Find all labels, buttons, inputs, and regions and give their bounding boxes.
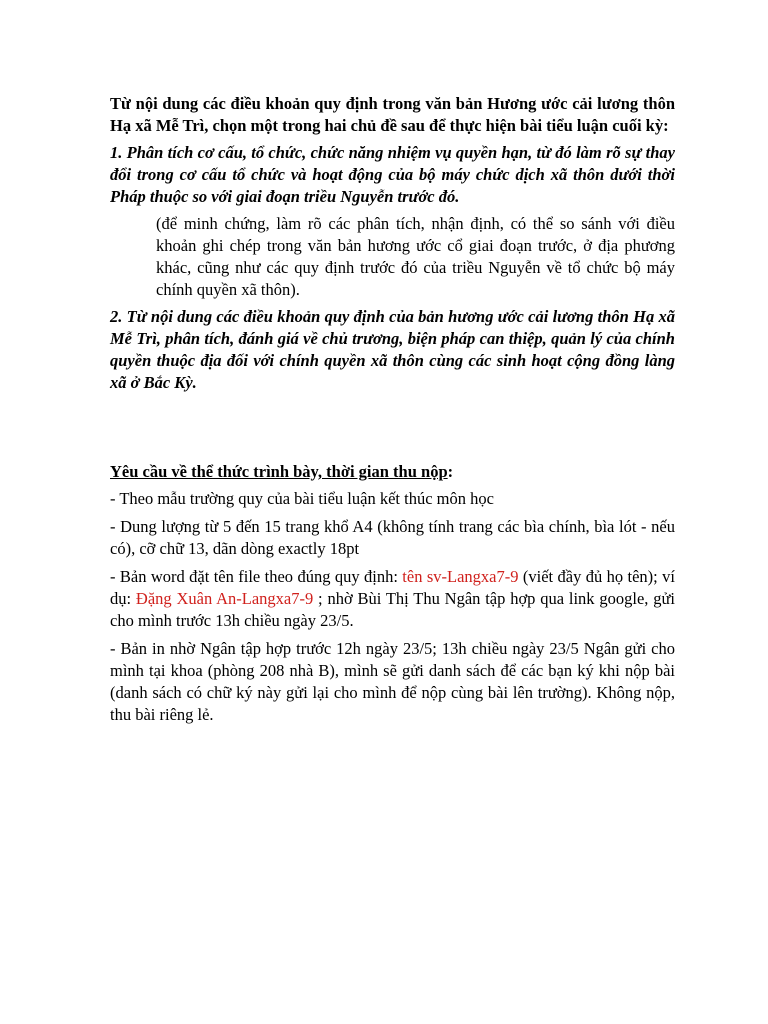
- requirement-item-print: - Bản in nhờ Ngân tập hợp trước 12h ngày 23/5; 13h chiều ngày 23/5 Ngân gửi cho mình tại khoa (phòng 208 nhà B), mình sẽ gửi danh sách để các bạn ký khi nộp bài (danh sách có chữ ký này gửi lại cho mình để nộp cùng bài lên trường). Không nộp, thu bài riêng lẻ.: [110, 639, 675, 724]
- filename-example: Đặng Xuân An-Langxa7-9: [135, 589, 314, 608]
- requirement-item-filename: [110, 566, 675, 632]
- requirements-heading: [110, 461, 675, 483]
- requirements-heading-colon: :: [447, 462, 454, 481]
- requirement-item-length: - Dung lượng từ 5 đến 15 trang khổ A4 (không tính trang các bìa chính, bìa lót - nếu có), cỡ chữ 13, dãn dòng exactly 18pt: [110, 517, 675, 558]
- filename-text-1: - Bản word đặt tên file theo đúng quy định:: [110, 567, 403, 586]
- topic-2: 2. Từ nội dung các điều khoản quy định của bản hương ước cải lương thôn Hạ xã Mễ Trì, phân tích, đánh giá về chủ trương, biện pháp can thiệp, quản lý của chính quyền thuộc địa đối với chính quyền xã thôn cùng các sinh hoạt cộng đồng làng xã ở Bắc Kỳ.: [110, 307, 675, 392]
- topic-1-note: (để minh chứng, làm rõ các phân tích, nhận định, có thể so sánh với điều khoản ghi chép trong văn bản hương ước cổ giai đoạn trước, ở địa phương khác, cũng như các quy định trước đó của triều Nguyễn về tổ chức bộ máy chính quyền xã thôn).: [156, 214, 675, 299]
- document-page: [110, 93, 675, 726]
- filename-text-2: (viết đầy đủ họ tên); ví dụ:: [110, 567, 675, 608]
- requirement-item-template: - Theo mẫu trường quy của bài tiểu luận kết thúc môn học: [110, 489, 494, 508]
- assignment-intro: Từ nội dung các điều khoản quy định trong văn bản Hương ước cải lương thôn Hạ xã Mễ Trì, chọn một trong hai chủ đề sau để thực hiện bài tiểu luận cuối kỳ:: [110, 94, 675, 135]
- filename-text-3: ; nhờ Bùi Thị Thu Ngân tập hợp qua link google, gửi cho mình trước 13h chiều ngày 23/5.: [110, 589, 675, 630]
- requirements-heading-text: Yêu cầu về thể thức trình bày, thời gian thu nộp: [110, 462, 448, 481]
- filename-pattern: tên sv-Langxa7-9: [402, 567, 519, 586]
- topic-1: 1. Phân tích cơ cấu, tổ chức, chức năng nhiệm vụ quyền hạn, từ đó làm rõ sự thay đổi trong cơ cấu tổ chức và hoạt động của bộ máy chức dịch xã thôn dưới thời Pháp thuộc so với giai đoạn triều Nguyễn trước đó.: [110, 143, 675, 206]
